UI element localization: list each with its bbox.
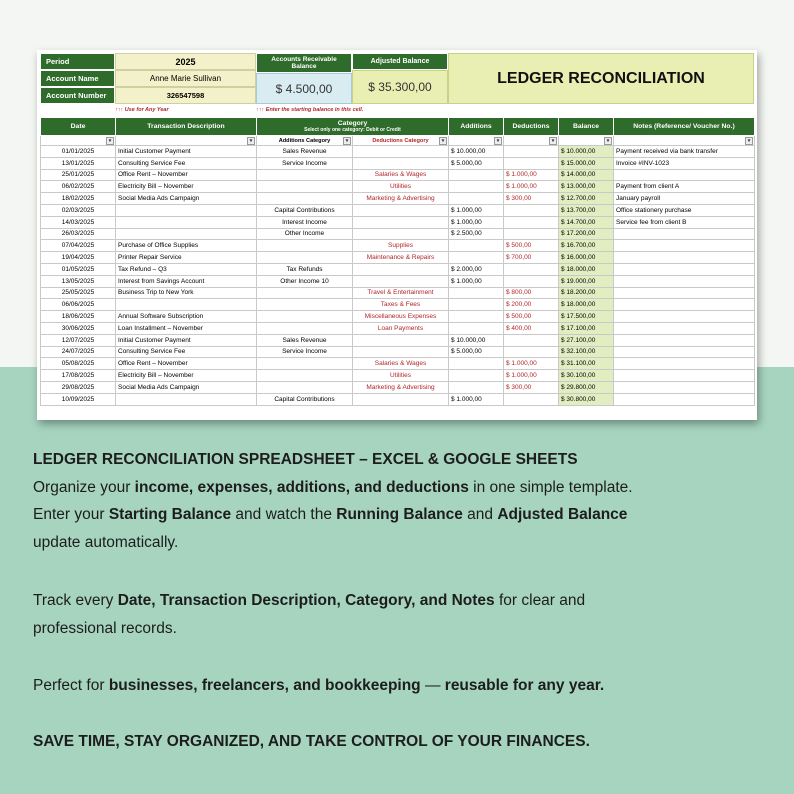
promo-cta: SAVE TIME, STAY ORGANIZED, AND TAKE CONTROL OF YOUR FINANCES. xyxy=(33,733,590,750)
cell-additions[interactable] xyxy=(449,322,504,334)
chevron-down-icon[interactable]: ▾ xyxy=(494,137,502,145)
cell-balance[interactable]: $ 31.100,00 xyxy=(559,358,614,370)
cell-date[interactable]: 17/08/2025 xyxy=(41,370,116,382)
filter-additions-category[interactable] xyxy=(257,136,353,146)
table-row xyxy=(41,299,755,311)
cell-description[interactable] xyxy=(116,393,257,405)
col-additions-header: Additions xyxy=(449,118,504,136)
cell-additions[interactable] xyxy=(449,240,504,252)
table-row xyxy=(41,240,755,252)
col-balance-header: Balance xyxy=(559,118,614,136)
cell-deductions[interactable]: $ 500,00 xyxy=(504,311,559,323)
col-notes-header: Notes (Reference/ Voucher No.) xyxy=(614,118,755,136)
cell-notes[interactable]: Payment received via bank transfer xyxy=(614,146,755,158)
cell-date[interactable]: 19/04/2025 xyxy=(41,252,116,264)
cell-deductions[interactable]: $ 400,00 xyxy=(504,322,559,334)
cell-deductions-category[interactable]: Maintenance & Repairs xyxy=(353,252,449,264)
cell-deductions[interactable]: $ 500,00 xyxy=(504,240,559,252)
table-row xyxy=(41,216,755,228)
cell-additions[interactable]: $ 5.000,00 xyxy=(449,346,504,358)
cell-additions-category[interactable] xyxy=(257,381,353,393)
cell-deductions-category[interactable]: Taxes & Fees xyxy=(353,299,449,311)
cell-date[interactable]: 01/01/2025 xyxy=(41,146,116,158)
cell-balance[interactable]: $ 19.000,00 xyxy=(559,275,614,287)
ar-balance-label: Accounts Receivable Balance xyxy=(256,53,352,73)
cell-additions[interactable] xyxy=(449,252,504,264)
cell-balance[interactable]: $ 18.000,00 xyxy=(559,263,614,275)
cell-balance[interactable]: $ 12.700,00 xyxy=(559,193,614,205)
cell-additions[interactable]: $ 1.000,00 xyxy=(449,204,504,216)
chevron-down-icon[interactable]: ▾ xyxy=(604,137,612,145)
cell-deductions[interactable] xyxy=(504,346,559,358)
table-row xyxy=(41,263,755,275)
cell-additions-category[interactable] xyxy=(257,370,353,382)
cell-description[interactable]: Office Rent – November xyxy=(116,358,257,370)
cell-date[interactable]: 30/06/2025 xyxy=(41,322,116,334)
cell-date[interactable]: 05/08/2025 xyxy=(41,358,116,370)
cell-balance[interactable]: $ 17.100,00 xyxy=(559,322,614,334)
cell-balance[interactable]: $ 17.500,00 xyxy=(559,311,614,323)
cell-description[interactable] xyxy=(116,228,257,240)
category-title: Category xyxy=(337,120,368,127)
cell-additions-category[interactable]: Service Income xyxy=(257,346,353,358)
cell-notes[interactable] xyxy=(614,263,755,275)
cell-description[interactable]: Initial Customer Payment xyxy=(116,146,257,158)
cell-additions[interactable]: $ 10.000,00 xyxy=(449,334,504,346)
cell-deductions-category[interactable]: Supplies xyxy=(353,240,449,252)
cell-balance[interactable]: $ 14.000,00 xyxy=(559,169,614,181)
cell-additions-category[interactable] xyxy=(257,311,353,323)
cell-deductions-category[interactable] xyxy=(353,216,449,228)
cell-additions-category[interactable]: Service Income xyxy=(257,157,353,169)
table-row xyxy=(41,228,755,240)
cell-additions-category[interactable] xyxy=(257,193,353,205)
cell-description[interactable]: Consulting Service Fee xyxy=(116,157,257,169)
cell-description[interactable]: Interest from Savings Account xyxy=(116,275,257,287)
cell-additions[interactable] xyxy=(449,299,504,311)
cell-balance[interactable]: $ 30.100,00 xyxy=(559,370,614,382)
table-row xyxy=(41,193,755,205)
cell-description[interactable]: Office Rent – November xyxy=(116,169,257,181)
promo-heading: LEDGER RECONCILIATION SPREADSHEET – EXCEL & GOOGLE SHEETS xyxy=(33,451,578,468)
cell-date[interactable]: 01/05/2025 xyxy=(41,263,116,275)
category-subtitle: Select only one category: Debit or Credit xyxy=(304,127,401,133)
cell-deductions[interactable] xyxy=(504,275,559,287)
cell-deductions[interactable]: $ 800,00 xyxy=(504,287,559,299)
filter-description[interactable] xyxy=(116,136,257,146)
cell-additions-category[interactable]: Capital Contributions xyxy=(257,204,353,216)
cell-notes[interactable]: Payment from client A xyxy=(614,181,755,193)
cell-additions[interactable]: $ 10.000,00 xyxy=(449,146,504,158)
cell-date[interactable]: 13/01/2025 xyxy=(41,157,116,169)
cell-additions[interactable] xyxy=(449,181,504,193)
cell-deductions-category[interactable] xyxy=(353,346,449,358)
cell-deductions-category[interactable]: Salaries & Wages xyxy=(353,169,449,181)
cell-balance[interactable]: $ 32.100,00 xyxy=(559,346,614,358)
promo-line-1: Organize your income, expenses, additions, and deductions in one simple template. xyxy=(33,478,633,496)
cell-balance[interactable]: $ 16.700,00 xyxy=(559,240,614,252)
cell-deductions-category[interactable] xyxy=(353,204,449,216)
col-deductions-header: Deductions xyxy=(504,118,559,136)
cell-balance[interactable]: $ 17.200,00 xyxy=(559,228,614,240)
cell-additions-category[interactable] xyxy=(257,240,353,252)
cell-additions[interactable] xyxy=(449,311,504,323)
cell-notes[interactable] xyxy=(614,299,755,311)
cell-notes[interactable] xyxy=(614,393,755,405)
cell-deductions-category[interactable]: Marketing & Advertising xyxy=(353,381,449,393)
account-name-label: Account Name xyxy=(40,70,115,87)
filter-notes[interactable] xyxy=(614,136,755,146)
cell-deductions-category[interactable] xyxy=(353,334,449,346)
cell-notes[interactable]: Office stationery purchase xyxy=(614,204,755,216)
cell-deductions[interactable]: $ 1.000,00 xyxy=(504,370,559,382)
col-category-header xyxy=(257,118,449,136)
cell-description[interactable]: Business Trip to New York xyxy=(116,287,257,299)
cell-description[interactable]: Electricity Bill – November xyxy=(116,181,257,193)
table-row xyxy=(41,334,755,346)
cell-date[interactable]: 07/04/2025 xyxy=(41,240,116,252)
cell-deductions[interactable]: $ 1.000,00 xyxy=(504,169,559,181)
adjusted-balance-label: Adjusted Balance xyxy=(352,53,448,70)
cell-additions-category[interactable] xyxy=(257,252,353,264)
cell-additions[interactable] xyxy=(449,169,504,181)
cell-description[interactable]: Initial Customer Payment xyxy=(116,334,257,346)
cell-deductions-category[interactable]: Marketing & Advertising xyxy=(353,193,449,205)
cell-balance[interactable]: $ 18.000,00 xyxy=(559,299,614,311)
cell-deductions[interactable]: $ 300,00 xyxy=(504,193,559,205)
filter-deductions-category[interactable] xyxy=(353,136,449,146)
cell-balance[interactable]: $ 14.700,00 xyxy=(559,216,614,228)
cell-deductions-category[interactable]: Utilities xyxy=(353,181,449,193)
chevron-down-icon[interactable]: ▾ xyxy=(745,137,753,145)
cell-balance[interactable]: $ 18.200,00 xyxy=(559,287,614,299)
chevron-down-icon[interactable]: ▾ xyxy=(439,137,447,145)
cell-balance[interactable]: $ 29.800,00 xyxy=(559,381,614,393)
cell-additions[interactable]: $ 1.000,00 xyxy=(449,275,504,287)
filter-deductions[interactable] xyxy=(504,136,559,146)
cell-notes[interactable] xyxy=(614,370,755,382)
table-row xyxy=(41,287,755,299)
table-row xyxy=(41,146,755,158)
cell-description[interactable] xyxy=(116,299,257,311)
cell-balance[interactable]: $ 13.000,00 xyxy=(559,181,614,193)
cell-deductions-category[interactable]: Loan Payments xyxy=(353,322,449,334)
hint-starting-balance: ↑↑↑ Enter the starting balance in this cell. xyxy=(256,107,364,113)
table-row xyxy=(41,157,755,169)
cell-additions-category[interactable] xyxy=(257,358,353,370)
chevron-down-icon[interactable]: ▾ xyxy=(549,137,557,145)
table-row xyxy=(41,169,755,181)
table-row xyxy=(41,358,755,370)
cell-date[interactable]: 10/09/2025 xyxy=(41,393,116,405)
cell-deductions[interactable] xyxy=(504,146,559,158)
cell-description[interactable]: Purchase of Office Supplies xyxy=(116,240,257,252)
cell-date[interactable]: 02/03/2025 xyxy=(41,204,116,216)
cell-additions-category[interactable]: Sales Revenue xyxy=(257,146,353,158)
page-title: LEDGER RECONCILIATION xyxy=(448,53,754,104)
cell-additions[interactable] xyxy=(449,287,504,299)
cell-description[interactable]: Loan Installment – November xyxy=(116,322,257,334)
table-row xyxy=(41,311,755,323)
cell-deductions-category[interactable] xyxy=(353,157,449,169)
table-row xyxy=(41,346,755,358)
cell-notes[interactable] xyxy=(614,275,755,287)
cell-balance[interactable]: $ 10.000,00 xyxy=(559,146,614,158)
promo-line-3: update automatically. xyxy=(33,533,179,551)
cell-notes[interactable]: Service fee from client B xyxy=(614,216,755,228)
cell-additions[interactable]: $ 2.500,00 xyxy=(449,228,504,240)
cell-balance[interactable]: $ 13.700,00 xyxy=(559,204,614,216)
cell-description[interactable]: Tax Refund – Q3 xyxy=(116,263,257,275)
table-row xyxy=(41,204,755,216)
cell-date[interactable]: 26/03/2025 xyxy=(41,228,116,240)
cell-additions[interactable] xyxy=(449,358,504,370)
filter-additions[interactable] xyxy=(449,136,504,146)
cell-date[interactable]: 24/07/2025 xyxy=(41,346,116,358)
cell-notes[interactable] xyxy=(614,252,755,264)
cell-date[interactable]: 12/07/2025 xyxy=(41,334,116,346)
cell-description[interactable]: Social Media Ads Campaign xyxy=(116,381,257,393)
chevron-down-icon[interactable]: ▾ xyxy=(106,137,114,145)
cell-additions-category[interactable]: Other Income 10 xyxy=(257,275,353,287)
cell-deductions-category[interactable] xyxy=(353,146,449,158)
cell-additions-category[interactable]: Tax Refunds xyxy=(257,263,353,275)
table-row xyxy=(41,181,755,193)
promo-block xyxy=(33,446,773,556)
cell-description[interactable]: Annual Software Subscription xyxy=(116,311,257,323)
chevron-down-icon[interactable]: ▾ xyxy=(343,137,351,145)
cell-additions-category[interactable]: Sales Revenue xyxy=(257,334,353,346)
cell-additions-category[interactable] xyxy=(257,169,353,181)
cell-notes[interactable] xyxy=(614,228,755,240)
cell-additions[interactable]: $ 1.000,00 xyxy=(449,393,504,405)
cell-deductions-category[interactable] xyxy=(353,393,449,405)
col-description-header: Transaction Description xyxy=(116,118,257,136)
cell-deductions[interactable]: $ 1.000,00 xyxy=(504,358,559,370)
cell-description[interactable]: Social Media Ads Campaign xyxy=(116,193,257,205)
filter-balance[interactable] xyxy=(559,136,614,146)
cell-additions[interactable]: $ 2.000,00 xyxy=(449,263,504,275)
cell-date[interactable]: 14/03/2025 xyxy=(41,216,116,228)
cell-balance[interactable]: $ 16.000,00 xyxy=(559,252,614,264)
cell-date[interactable]: 25/01/2025 xyxy=(41,169,116,181)
cell-notes[interactable] xyxy=(614,311,755,323)
cell-notes[interactable]: January payroll xyxy=(614,193,755,205)
promo-line-5: professional records. xyxy=(33,619,177,637)
period-label: Period xyxy=(40,53,115,70)
cell-notes[interactable] xyxy=(614,287,755,299)
ar-balance-value[interactable]: $ 4.500,00 xyxy=(256,73,352,104)
cell-deductions[interactable]: $ 300,00 xyxy=(504,381,559,393)
cell-deductions-category[interactable]: Salaries & Wages xyxy=(353,358,449,370)
promo-block-2 xyxy=(33,587,773,642)
cell-date[interactable]: 18/02/2025 xyxy=(41,193,116,205)
cell-deductions-category[interactable]: Miscellaneous Expenses xyxy=(353,311,449,323)
cell-balance[interactable]: $ 15.000,00 xyxy=(559,157,614,169)
cell-date[interactable]: 06/02/2025 xyxy=(41,181,116,193)
table-row xyxy=(41,381,755,393)
cell-deductions[interactable] xyxy=(504,204,559,216)
cell-deductions-category[interactable] xyxy=(353,275,449,287)
table-row xyxy=(41,252,755,264)
cell-notes[interactable] xyxy=(614,240,755,252)
cell-additions-category[interactable] xyxy=(257,181,353,193)
cell-notes[interactable] xyxy=(614,334,755,346)
cell-deductions[interactable]: $ 1.000,00 xyxy=(504,181,559,193)
period-value[interactable]: 2025 xyxy=(115,53,256,70)
promo-block-3 xyxy=(33,672,773,700)
deductions-category-label: Deductions Category xyxy=(372,137,429,144)
cell-notes[interactable]: Invoice #INV-1023 xyxy=(614,157,755,169)
cell-balance[interactable]: $ 27.100,00 xyxy=(559,334,614,346)
cell-date[interactable]: 18/06/2025 xyxy=(41,311,116,323)
cell-deductions[interactable] xyxy=(504,157,559,169)
cell-additions-category[interactable]: Other Income xyxy=(257,228,353,240)
cell-description[interactable]: Consulting Service Fee xyxy=(116,346,257,358)
table-row xyxy=(41,322,755,334)
spreadsheet-preview xyxy=(37,50,757,420)
promo-line-4: Track every Date, Transaction Description, Category, and Notes for clear and xyxy=(33,592,586,609)
account-number-label: Account Number xyxy=(40,87,115,104)
cell-notes[interactable] xyxy=(614,169,755,181)
cell-deductions-category[interactable]: Travel & Entertainment xyxy=(353,287,449,299)
cell-additions[interactable] xyxy=(449,381,504,393)
cell-date[interactable]: 29/08/2025 xyxy=(41,381,116,393)
cell-deductions[interactable] xyxy=(504,334,559,346)
hint-any-year: ↑↑↑ Use for Any Year xyxy=(115,107,169,113)
cell-description[interactable]: Printer Repair Service xyxy=(116,252,257,264)
cell-description[interactable] xyxy=(116,216,257,228)
cell-deductions-category[interactable]: Utilities xyxy=(353,370,449,382)
promo-line-2: Enter your Starting Balance and watch the Running Balance and Adjusted Balance xyxy=(33,506,628,523)
table-row xyxy=(41,275,755,287)
adjusted-balance-value: $ 35.300,00 xyxy=(352,70,448,104)
cell-deductions[interactable] xyxy=(504,216,559,228)
cell-additions-category[interactable] xyxy=(257,287,353,299)
cell-deductions-category[interactable] xyxy=(353,263,449,275)
account-name-value[interactable]: Anne Marie Sullivan xyxy=(115,70,256,87)
additions-category-label: Additions Category xyxy=(278,137,331,144)
cell-additions-category[interactable]: Interest Income xyxy=(257,216,353,228)
cell-notes[interactable] xyxy=(614,358,755,370)
cell-description[interactable] xyxy=(116,204,257,216)
ledger-table xyxy=(40,117,755,406)
cell-balance[interactable]: $ 30.800,00 xyxy=(559,393,614,405)
cell-notes[interactable] xyxy=(614,381,755,393)
cell-additions[interactable] xyxy=(449,193,504,205)
cell-additions-category[interactable] xyxy=(257,299,353,311)
cell-additions-category[interactable]: Capital Contributions xyxy=(257,393,353,405)
cell-notes[interactable] xyxy=(614,346,755,358)
cell-deductions[interactable]: $ 700,00 xyxy=(504,252,559,264)
chevron-down-icon[interactable]: ▾ xyxy=(247,137,255,145)
cell-deductions[interactable] xyxy=(504,263,559,275)
cell-additions-category[interactable] xyxy=(257,322,353,334)
cell-deductions[interactable] xyxy=(504,228,559,240)
promo-line-6: Perfect for businesses, freelancers, and bookkeeping — reusable for any year. xyxy=(33,677,605,694)
account-number-value[interactable]: 326547598 xyxy=(115,87,256,104)
table-row xyxy=(41,370,755,382)
filter-date[interactable] xyxy=(41,136,116,146)
col-date-header: Date xyxy=(41,118,116,136)
cell-date[interactable]: 25/05/2025 xyxy=(41,287,116,299)
table-row xyxy=(41,393,755,405)
cell-deductions[interactable]: $ 200,00 xyxy=(504,299,559,311)
cell-notes[interactable] xyxy=(614,322,755,334)
cell-additions[interactable]: $ 1.000,00 xyxy=(449,216,504,228)
cell-date[interactable]: 13/05/2025 xyxy=(41,275,116,287)
cell-deductions-category[interactable] xyxy=(353,228,449,240)
cell-deductions[interactable] xyxy=(504,393,559,405)
cell-additions[interactable]: $ 5.000,00 xyxy=(449,157,504,169)
cell-additions[interactable] xyxy=(449,370,504,382)
cell-description[interactable]: Electricity Bill – November xyxy=(116,370,257,382)
cell-date[interactable]: 06/06/2025 xyxy=(41,299,116,311)
